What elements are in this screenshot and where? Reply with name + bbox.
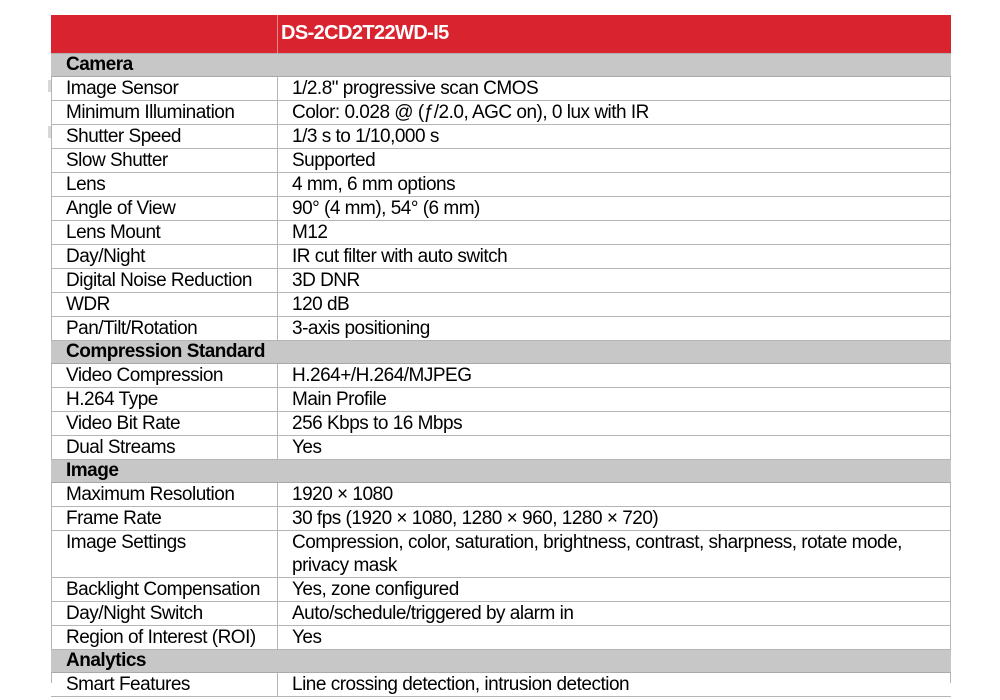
spec-value: 256 Kbps to 16 Mbps xyxy=(292,413,463,434)
spec-value: 120 dB xyxy=(292,294,350,315)
spec-row xyxy=(51,269,951,293)
spec-row xyxy=(51,412,951,436)
spec-value: Yes, zone configured xyxy=(292,579,459,600)
spec-label: WDR xyxy=(51,293,278,316)
spec-row xyxy=(51,507,951,531)
spec-row xyxy=(51,245,951,269)
spec-label: Lens Mount xyxy=(51,221,278,244)
spec-value: 1/2.8" progressive scan CMOS xyxy=(292,78,539,99)
spec-row xyxy=(51,436,951,460)
spec-value: M12 xyxy=(292,222,328,243)
spec-label: Region of Interest (ROI) xyxy=(51,626,278,649)
header-blank-cell xyxy=(51,15,278,53)
spec-row xyxy=(51,77,951,101)
spec-value: 1/3 s to 1/10,000 s xyxy=(292,126,439,147)
spec-value: 3D DNR xyxy=(292,270,360,291)
spec-value: Auto/schedule/triggered by alarm in xyxy=(292,603,574,624)
section-header-analytics: Analytics xyxy=(51,650,951,673)
spec-label: Angle of View xyxy=(51,197,278,220)
spec-row xyxy=(51,173,951,197)
spec-label: Image Sensor xyxy=(51,77,278,100)
spec-value: IR cut filter with auto switch xyxy=(292,246,508,267)
spec-row xyxy=(51,364,951,388)
spec-row xyxy=(51,388,951,412)
spec-label: Shutter Speed xyxy=(51,125,278,148)
spec-value: H.264+/H.264/MJPEG xyxy=(292,365,472,386)
spec-value: 90° (4 mm), 54° (6 mm) xyxy=(292,198,480,219)
spec-label: Maximum Resolution xyxy=(51,483,278,506)
spec-row xyxy=(51,101,951,125)
spec-row xyxy=(51,149,951,173)
spec-label: Pan/Tilt/Rotation xyxy=(51,317,278,340)
spec-label: Lens xyxy=(51,173,278,196)
spec-label: Smart Features xyxy=(51,673,278,696)
model-header-row xyxy=(51,15,951,54)
spec-row xyxy=(51,293,951,317)
spec-value: Yes xyxy=(292,627,322,648)
spec-value: Supported xyxy=(292,150,376,171)
spec-value: 4 mm, 6 mm options xyxy=(292,174,456,195)
spec-row xyxy=(51,125,951,149)
spec-label: Minimum Illumination xyxy=(51,101,278,124)
spec-value: Yes xyxy=(292,437,322,458)
spec-label: Image Settings xyxy=(51,531,278,577)
spec-value: Main Profile xyxy=(292,389,387,410)
spec-label: Day/Night xyxy=(51,245,278,268)
spec-label: H.264 Type xyxy=(51,388,278,411)
spec-label: Backlight Compensation xyxy=(51,578,278,601)
section-header-camera: Camera xyxy=(51,54,951,77)
spec-row xyxy=(51,578,951,602)
spec-label: Video Bit Rate xyxy=(51,412,278,435)
spec-label: Day/Night Switch xyxy=(51,602,278,625)
spec-row xyxy=(51,626,951,650)
spec-table xyxy=(51,15,951,697)
spec-label: Dual Streams xyxy=(51,436,278,459)
spec-value: 3-axis positioning xyxy=(292,318,430,339)
spec-row xyxy=(51,673,951,697)
spec-row xyxy=(51,483,951,507)
spec-row xyxy=(51,197,951,221)
spec-value: 30 fps (1920 × 1080, 1280 × 960, 1280 × 720) xyxy=(292,508,659,529)
section-header-image: Image xyxy=(51,460,951,483)
model-name: DS-2CD2T22WD-I5 xyxy=(281,22,449,44)
spec-value: Color: 0.028 @ (ƒ/2.0, AGC on), 0 lux with IR xyxy=(292,102,649,123)
spec-row xyxy=(51,317,951,341)
section-header-compression-standard: Compression Standard xyxy=(51,341,951,364)
spec-label: Slow Shutter xyxy=(51,149,278,172)
spec-label: Digital Noise Reduction xyxy=(51,269,278,292)
spec-row xyxy=(51,221,951,245)
spec-value: 1920 × 1080 xyxy=(292,484,393,505)
spec-value: Line crossing detection, intrusion detection xyxy=(292,674,630,695)
spec-row xyxy=(51,531,951,578)
spec-value: Compression, color, saturation, brightness, contrast, sharpness, rotate mode, privacy mask xyxy=(292,532,902,576)
spec-row xyxy=(51,602,951,626)
spec-label: Video Compression xyxy=(51,364,278,387)
spec-body xyxy=(51,54,951,697)
spec-label: Frame Rate xyxy=(51,507,278,530)
